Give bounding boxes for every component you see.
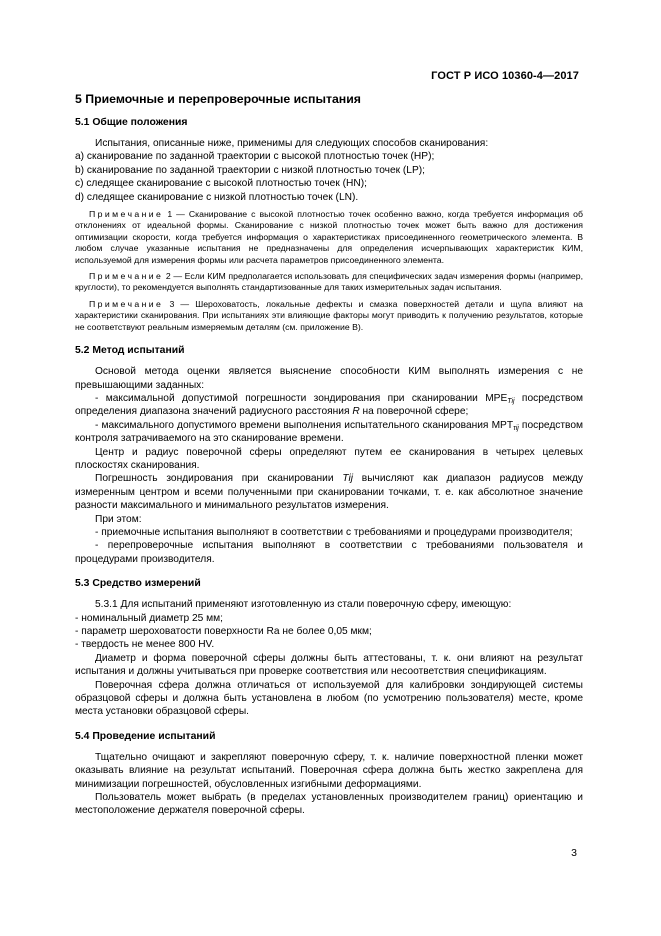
section-5-4-title: 5.4 Проведение испытаний xyxy=(75,730,216,742)
section-5-title: 5 Приемочные и перепроверочные испытания xyxy=(75,92,361,106)
text-run: - максимальной допустимой погрешности зондирования при сканировании MPE xyxy=(95,392,508,404)
s53-p6: Поверочная сфера должна отличаться от используемой для калибровки зондирующей системы образцовой сферы и должна быть установлена в любом (по усмотрению пользователя) месте, кроме места установки образцовой сферы. xyxy=(75,679,583,718)
section-5-3-title: 5.3 Средство измерений xyxy=(75,578,201,590)
note-text: 2 — Если КИМ предполагается использовать для специфических задач измерения формы (например, круглости), то рекомендуется выполнять стандартизованные для таких измерительных задач испытания. xyxy=(75,271,583,293)
note-3 xyxy=(75,299,583,333)
s53-p1: 5.3.1 Для испытаний применяют изготовленную из стали поверочную сферу, имеющую: xyxy=(95,599,512,611)
s52-p5 xyxy=(75,472,583,512)
page-content xyxy=(75,92,583,818)
s53-p3: - параметр шероховатости поверхности Ra не более 0,05 мкм; xyxy=(75,626,372,637)
s52-p6: При этом: xyxy=(95,513,142,525)
s51-intro: Испытания, описанные ниже, применимы для следующих способов сканирования: xyxy=(95,138,489,149)
note-label: Примечание xyxy=(89,271,164,282)
s54-p1: Тщательно очищают и закрепляют поверочную сферу, т. к. наличие поверхностной пленки может оказывать влияние на результат испытаний. Поверочная сфера должна быть жестко закреплена для минимизации погрешностей, обусловленных изгибными деформациями. xyxy=(75,751,583,790)
s52-p4: Центр и радиус поверочной сферы определяют путем ее сканирования в четырех целевых плоскостях сканирования. xyxy=(75,446,583,471)
text-run: на поверочной сфере; xyxy=(359,406,469,418)
subscript: Tij xyxy=(507,397,515,405)
section-5-1-title: 5.1 Общие положения xyxy=(75,117,188,128)
scan-method-item: d) следящее сканирование с низкой плотностью точек (LN). xyxy=(75,191,359,203)
note-label: Примечание xyxy=(89,298,164,309)
text-run: посредством контроля затрачиваемого на это сканирование времени. xyxy=(75,419,583,445)
note-2 xyxy=(75,271,583,294)
scan-method-item: c) следящее сканирование с высокой плотностью точек (HN); xyxy=(75,178,367,190)
section-5-2-title: 5.2 Метод испытаний xyxy=(75,345,185,357)
text-run: Погрешность зондирования при сканировании xyxy=(95,473,343,485)
text-run: посредством определения диапазона значений радиусного расстояния xyxy=(75,392,583,418)
text-run: - максимального допустимого времени выполнения испытательного сканирования MPT xyxy=(95,419,514,431)
s52-p3 xyxy=(75,419,583,446)
scan-method-item: b) сканирование по заданной траектории с низкой плотностью точек (LP); xyxy=(75,164,425,176)
s52-p8: - перепроверочные испытания выполняют в соответствии с требованиями пользователя и процедурами производителя. xyxy=(75,540,583,565)
page-number: 3 xyxy=(571,847,577,859)
scan-method-item: a) сканирование по заданной траектории с высокой плотностью точек (HP); xyxy=(75,151,435,163)
s52-p2 xyxy=(75,392,583,419)
symbol-r: R xyxy=(352,406,360,418)
s52-p7: - приемочные испытания выполняют в соответствии с требованиями и процедурами производителя; xyxy=(95,526,573,538)
subscript: τij xyxy=(513,424,519,432)
note-label: Примечание xyxy=(89,209,164,220)
note-1 xyxy=(75,209,583,266)
s53-p5: Диаметр и форма поверочной сферы должны быть аттестованы, т. к. они влияют на результат испытания и должны учитываться при проверке соответствия или несоответствия спецификациям. xyxy=(75,652,583,678)
s54-p2: Пользователь может выбрать (в пределах установленных производителем границ) ориентацию и местоположение держателя поверочной сферы. xyxy=(75,792,583,817)
note-text: 1 — Сканирование с высокой плотностью точек особенно важно, когда требуется информация об отклонениях от идеальной формы. Сканирование с низкой плотностью точек может быть важно для достижения оптимизации скорости, когда требуется информация о характеристиках присоединенного геометрического элемента. В любом случае указанные испытания не предназначены для определения исчерпывающих характеристик КИМ, используемой для измерения формы или расчета параметров присоединенного элемента. xyxy=(75,209,583,265)
s52-p1: Основой метода оценки является выяснение способности КИМ выполнять измерения с не превышающими заданных: xyxy=(75,366,583,391)
s53-p4: - твердость не менее 800 HV. xyxy=(75,639,215,651)
symbol-tij: Tij xyxy=(342,473,353,485)
document-header: ГОСТ Р ИСО 10360-4—2017 xyxy=(431,70,579,82)
s53-p2: - номинальный диаметр 25 мм; xyxy=(75,612,224,624)
note-text: 3 — Шероховатость, локальные дефекты и смазка поверхностей детали и щупа влияют на характеристики сканирования. При испытаниях эти влияющие факторы могут приводить к получению результатов, которые не соответствуют реальным измеряемым деталям (см. приложение В). xyxy=(75,298,583,332)
text-run: вычисляют как диапазон радиусов между измеренным центром и всеми полученными при сканировании точками, т. е. как абсолютное значение разности максимального и минимального результатов измерения. xyxy=(75,473,584,512)
